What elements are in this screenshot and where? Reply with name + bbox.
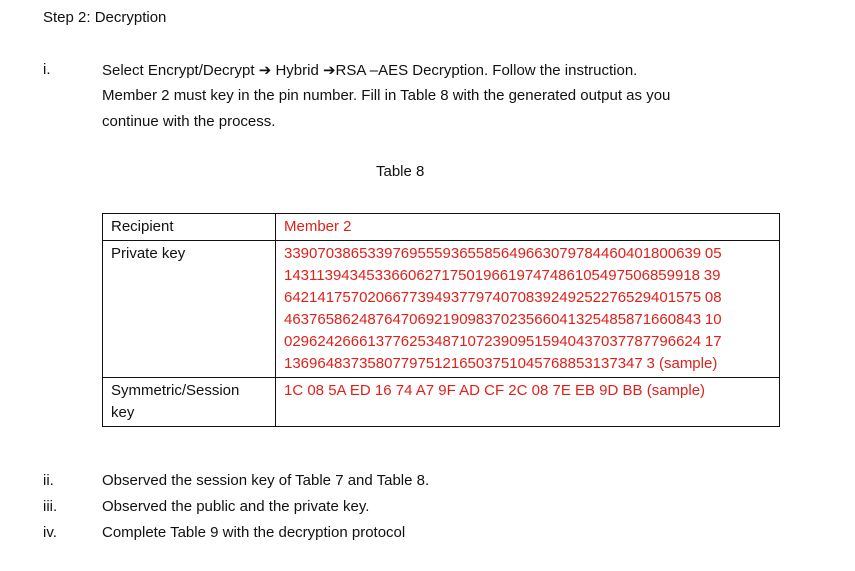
private-key-line-3: 64214175702066773949377974070839249252276529401575 08 [284,289,722,306]
item-text-iii: Observed the public and the private key. [102,498,370,515]
item-text-ii: Observed the session key of Table 7 and Table 8. [102,472,430,489]
instruction-line-1: Select Encrypt/Decrypt ➔ Hybrid ➔RSA –AES Decryption. Follow the instruction. [102,62,638,79]
session-key-label-line-1: Symmetric/Session [111,382,240,399]
item-number-iv: iv. [43,524,57,541]
session-key-label-line-2: key [111,404,135,421]
table-caption: Table 8 [376,163,425,180]
recipient-value: Member 2 [284,218,352,235]
item-number-ii: ii. [43,472,54,489]
item-number-i: i. [43,61,51,78]
section-heading: Step 2: Decryption [43,9,167,26]
session-key-value-cell [276,378,780,427]
private-key-label-cell [103,241,276,378]
recipient-value-cell [276,214,780,241]
table-row-recipient [103,214,780,241]
instruction-line-2: Member 2 must key in the pin number. Fill in Table 8 with the generated output as you [102,87,671,104]
table-row-session-key [103,378,780,427]
private-key-label: Private key [111,245,186,262]
private-key-line-4: 46376586248764706921909837023566041325485871660843 10 [284,311,722,328]
table-row-private-key [103,241,780,378]
decryption-table [102,213,780,427]
private-key-line-1: 33907038653397695559365585649663079784460401800639 05 [284,245,722,262]
private-key-line-6: 1369648373580779751216503751045768853137347 3 (sample) [284,355,718,372]
instruction-line-3: continue with the process. [102,113,276,130]
item-text-iv: Complete Table 9 with the decryption protocol [102,524,406,541]
private-key-value-cell [276,241,780,378]
item-number-iii: iii. [43,498,58,515]
private-key-line-2: 14311394345336606271750196619747486105497506859918 39 [284,267,721,284]
session-key-label-cell [103,378,276,427]
recipient-label-cell [103,214,276,241]
private-key-line-5: 02962426661377625348710723909515940437037787796624 17 [284,333,722,350]
session-key-value: 1C 08 5A ED 16 74 A7 9F AD CF 2C 08 7E EB 9D BB (sample) [284,382,706,399]
recipient-label: Recipient [111,218,174,235]
